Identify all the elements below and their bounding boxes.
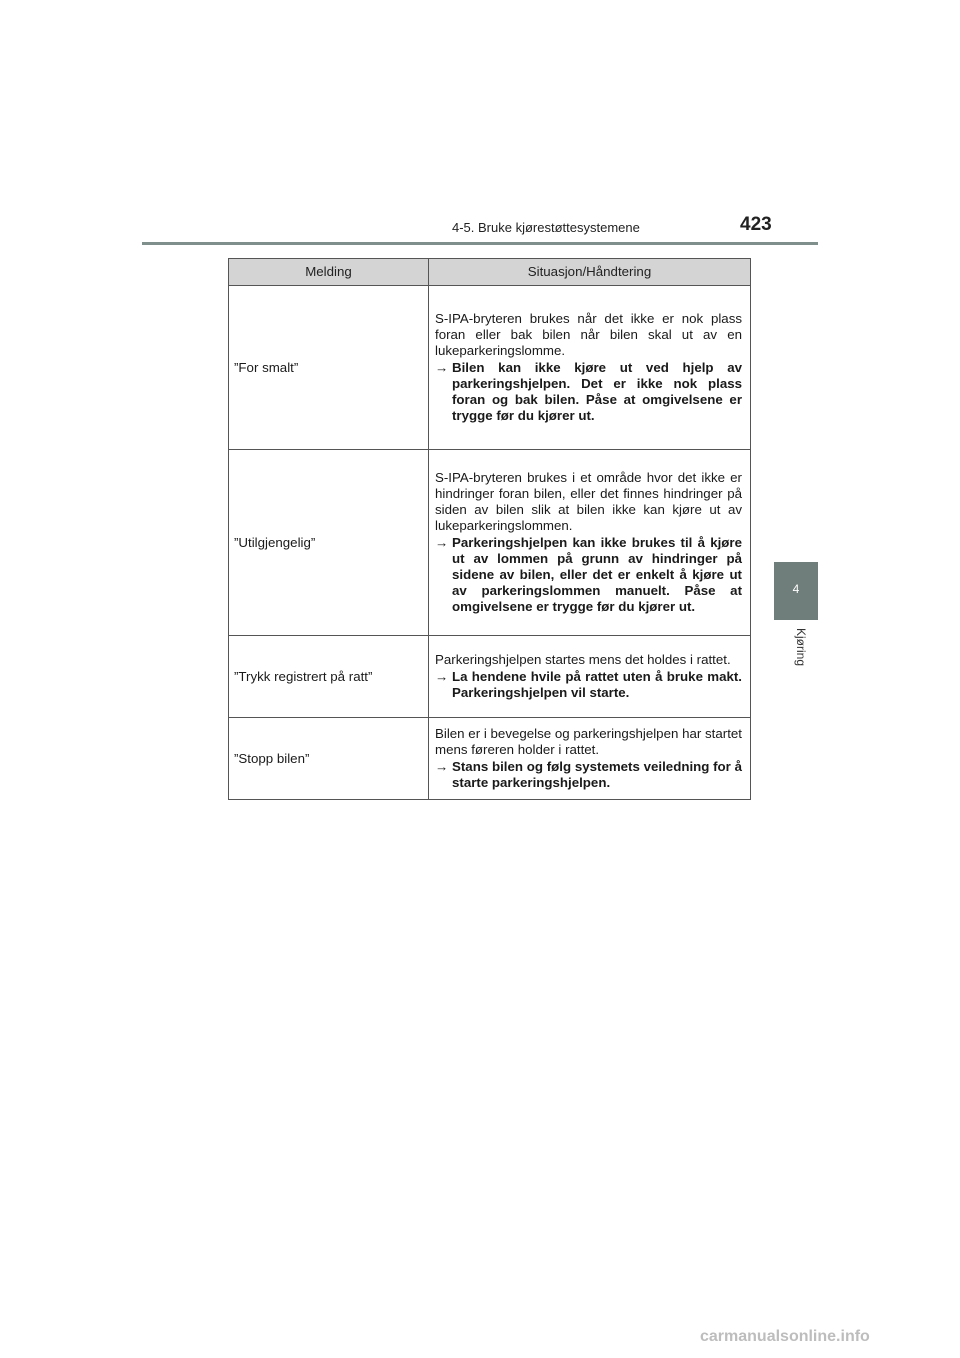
chapter-tab [774,562,818,620]
table-header-row [229,259,751,286]
chapter-number: 4 [792,582,800,596]
arrow-icon: → [435,758,449,774]
situation-description: S-IPA-bryteren brukes når det ikke er nok plass foran eller bak bilen når bilen skal ut av en lukeparkeringslomme. [435,310,742,358]
table-row [229,718,751,800]
situation-description: Bilen er i bevegelse og parkeringshjelpen har startet mens føreren holder i rattet. [435,725,742,757]
header-divider [142,242,818,245]
situation-cell [429,718,751,800]
arrow-icon: → [435,359,449,375]
message-cell: ”Trykk registrert på ratt” [229,636,429,718]
action-text: La hendene hvile på rattet uten å bruke makt. Parkeringshjelpen vil starte. [452,668,742,700]
message-cell: ”Utilgjengelig” [229,450,429,636]
column-header-message: Melding [229,259,429,286]
action-text: Bilen kan ikke kjøre ut ved hjelp av parkeringshjelpen. Det er ikke nok plass foran og bak bilen. Påse at omgivelsene er trygge før du kjører ut. [452,359,742,423]
situation-cell [429,636,751,718]
situation-description: Parkeringshjelpen startes mens det holdes i rattet. [435,651,731,667]
section-title: 4-5. Bruke kjørestøttesystemene [452,220,640,235]
action-instruction [435,360,742,424]
situation-description: S-IPA-bryteren brukes i et område hvor det ikke er hindringer foran bilen, eller det finnes hindringer på siden av bilen slik at bilen ikke kan kjøre ut av lukeparkeringslommen. [435,469,742,533]
action-instruction [435,759,742,791]
arrow-icon: → [435,534,449,550]
action-instruction [435,535,742,615]
table-row [229,636,751,718]
column-header-situation: Situasjon/Håndtering [429,259,751,286]
message-table [228,258,751,800]
arrow-icon: → [435,668,449,684]
action-text: Stans bilen og følg systemets veiledning for å starte parkeringshjelpen. [452,758,742,790]
page-number: 423 [740,214,772,235]
watermark: carmanualsonline.info [700,1328,870,1345]
message-cell: ”Stopp bilen” [229,718,429,800]
situation-cell [429,286,751,450]
situation-cell [429,450,751,636]
action-text: Parkeringshjelpen kan ikke brukes til å kjøre ut av lommen på grunn av hindringer på sidene av bilen, eller det er enkelt å kjøre ut av parkeringslommen manuelt. Påse at omgivelsene er trygge før du kjører ut. [452,534,742,614]
table-row [229,286,751,450]
table-row [229,450,751,636]
message-cell: ”For smalt” [229,286,429,450]
action-instruction [435,669,742,701]
chapter-title: Kjøring [794,628,808,667]
